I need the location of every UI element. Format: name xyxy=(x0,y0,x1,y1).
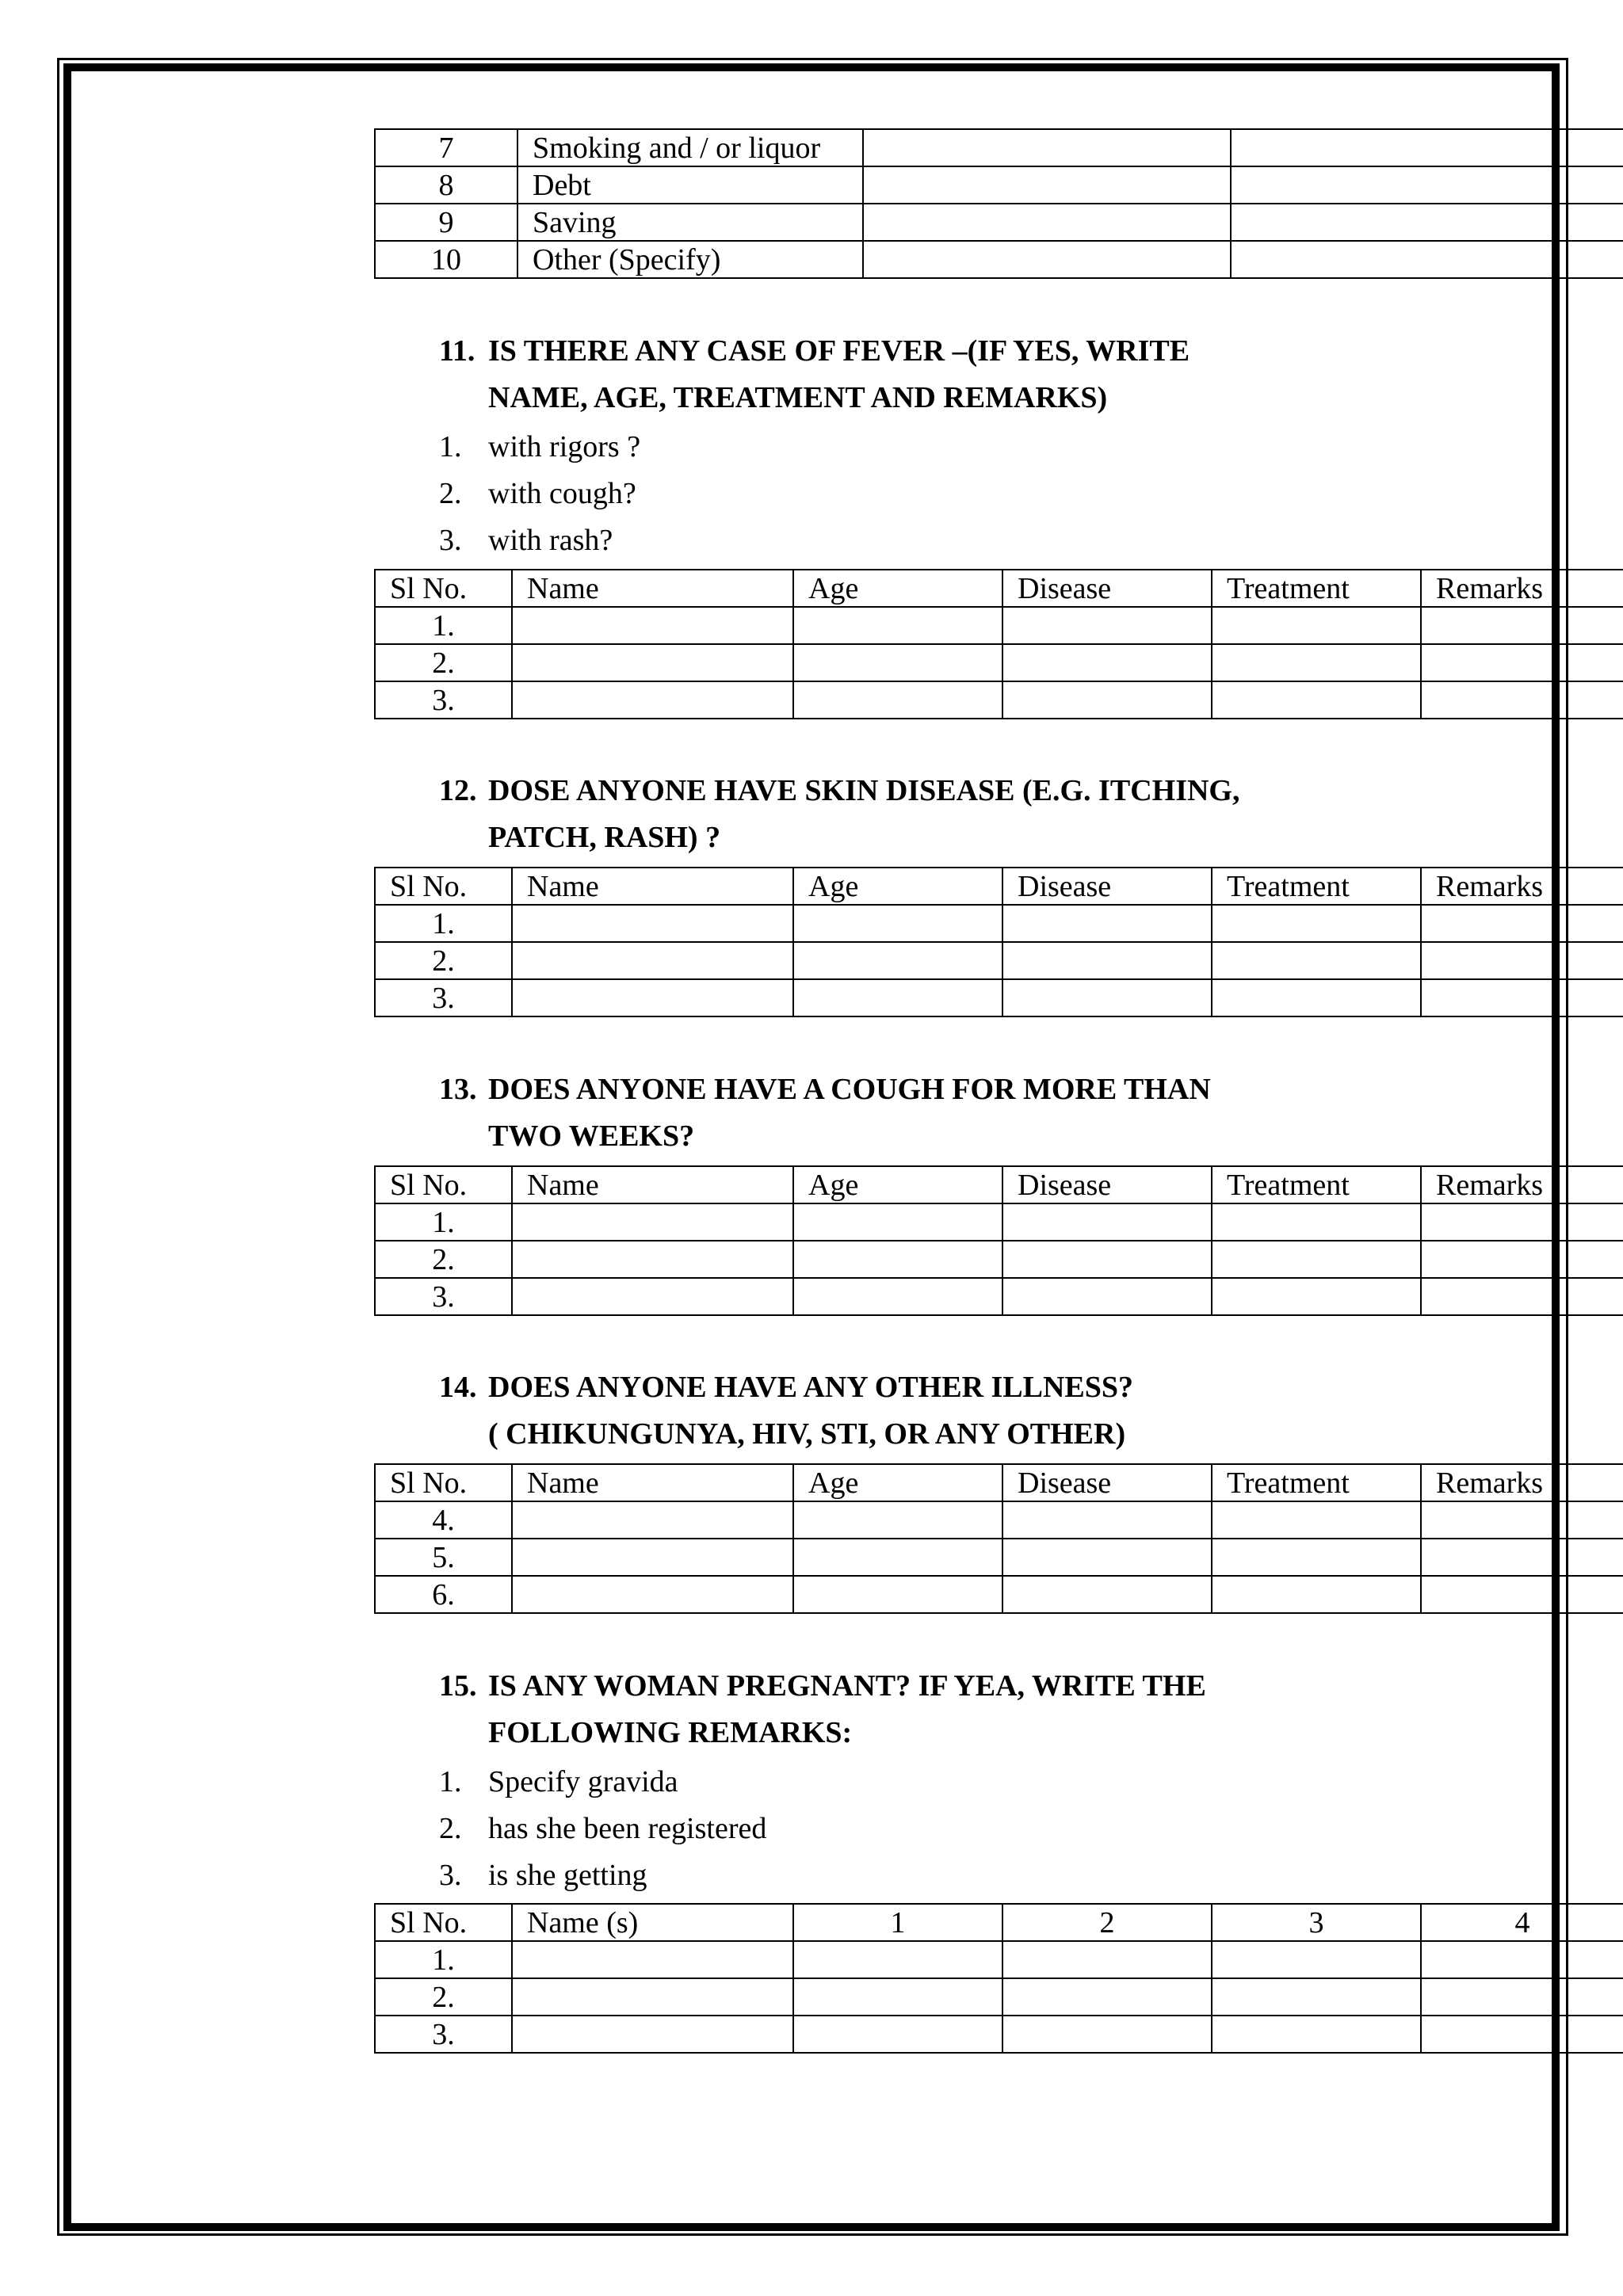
blank-cell[interactable] xyxy=(512,1941,793,1978)
blank-cell[interactable] xyxy=(1212,1978,1421,2016)
blank-cell[interactable] xyxy=(1002,905,1212,942)
table-header-row xyxy=(375,868,1623,905)
blank-cell[interactable] xyxy=(1002,1978,1212,2016)
question-text-line2: FOLLOWING REMARKS: xyxy=(488,1716,853,1749)
blank-cell[interactable] xyxy=(1212,905,1421,942)
question-text-line1: DOSE ANYONE HAVE SKIN DISEASE (E.G. ITCHING, xyxy=(488,774,1240,807)
row-number: 1. xyxy=(375,905,512,942)
row-number: 1. xyxy=(375,607,512,644)
question-text-line2: PATCH, RASH) ? xyxy=(488,821,721,854)
blank-cell[interactable] xyxy=(1002,942,1212,979)
blank-cell[interactable] xyxy=(1212,607,1421,644)
blank-cell[interactable] xyxy=(512,1978,793,2016)
column-header: 4 xyxy=(1421,1904,1623,1941)
blank-cell[interactable] xyxy=(1421,1978,1623,2016)
question-text-line1: IS THERE ANY CASE OF FEVER –(IF YES, WRITE xyxy=(488,334,1190,368)
blank-cell[interactable] xyxy=(1421,905,1623,942)
blank-cell[interactable] xyxy=(1212,2016,1421,2053)
blank-cell[interactable] xyxy=(793,1978,1002,2016)
blank-cell[interactable] xyxy=(512,644,793,681)
column-header: Treatment xyxy=(1212,868,1421,905)
column-header: Remarks xyxy=(1421,570,1623,607)
blank-cell[interactable] xyxy=(1421,644,1623,681)
blank-cell[interactable] xyxy=(1421,1941,1623,1978)
blank-cell[interactable] xyxy=(1002,1501,1212,1539)
question-number: 14. xyxy=(439,1371,477,1404)
blank-cell[interactable] xyxy=(1231,204,1623,241)
row-number: 8 xyxy=(375,166,517,204)
question-text-line2: NAME, AGE, TREATMENT AND REMARKS) xyxy=(488,381,1108,414)
blank-cell[interactable] xyxy=(1421,979,1623,1016)
table-row xyxy=(375,905,1623,942)
column-header: Sl No. xyxy=(375,570,512,607)
blank-cell[interactable] xyxy=(793,942,1002,979)
blank-cell[interactable] xyxy=(1421,942,1623,979)
blank-cell[interactable] xyxy=(1212,1203,1421,1241)
row-number: 10 xyxy=(375,241,517,278)
table-row xyxy=(375,1539,1623,1576)
blank-cell[interactable] xyxy=(512,1539,793,1576)
column-header: Sl No. xyxy=(375,868,512,905)
column-header: Remarks xyxy=(1421,1166,1623,1203)
blank-cell[interactable] xyxy=(1002,644,1212,681)
blank-cell[interactable] xyxy=(793,1501,1002,1539)
row-number: 3. xyxy=(375,1278,512,1315)
blank-cell[interactable] xyxy=(863,241,1231,278)
table-row xyxy=(375,1241,1623,1278)
blank-cell[interactable] xyxy=(793,1539,1002,1576)
blank-cell[interactable] xyxy=(1002,979,1212,1016)
blank-cell[interactable] xyxy=(1231,241,1623,278)
blank-cell[interactable] xyxy=(1212,979,1421,1016)
question-number: 13. xyxy=(439,1073,477,1106)
blank-cell[interactable] xyxy=(793,607,1002,644)
column-header: Disease xyxy=(1002,570,1212,607)
blank-cell[interactable] xyxy=(793,905,1002,942)
blank-cell[interactable] xyxy=(793,1278,1002,1315)
form-page: 7 Smoking and / or liquor 8 Debt 9 Saving 10 Other (Specify) 11. IS THERE ANY CASE OF FEVER –(IF YES, WRITE NAME, AGE, TREATMENT AND REMARKS) 1. with rigors ? 2. with cough? 3. with rash? Sl No. Name Age Disease Treatment Remarks 1. 2. 3. 12. DOSE ANYONE HAVE SKIN DISEASE (E.G. ITCHING, PATCH, RASH) ? Sl No. Name Age Disease Treatment Remarks 1. 2. 3. 13. DOES ANYONE HAVE A COUGH FOR MORE THAN TWO WEEKS? Sl No. Name Age Disease Treatment Remarks 1. 2. 3. 14. DOES ANYONE HAVE ANY OTHER ILLNESS? ( CHIKUNGUNYA, HIV, STI, OR ANY OTHER) Sl No. Name Age Disease Treatment Remarks 4. 5. 6. 15. IS ANY WOMAN PREGNANT? IF YEA, WRITE THE FOLLOWING REMARKS: 1. Specify gravida 2. has she been registered 3. is she getting Sl No. Name (s) 1 2 3 4 1. 2. 3. xyxy=(0,0,1623,2296)
column-header: 3 xyxy=(1212,1904,1421,1941)
blank-cell[interactable] xyxy=(793,681,1002,719)
blank-cell[interactable] xyxy=(1212,681,1421,719)
column-header: 1 xyxy=(793,1904,1002,1941)
table-row xyxy=(375,1278,1623,1315)
question-text-line1: DOES ANYONE HAVE A COUGH FOR MORE THAN xyxy=(488,1073,1211,1106)
table-header-row xyxy=(375,570,1623,607)
expenditure-table xyxy=(374,128,1623,279)
table-header-row xyxy=(375,1166,1623,1203)
blank-cell[interactable] xyxy=(1002,1203,1212,1241)
row-number: 3. xyxy=(375,979,512,1016)
skin-disease-table xyxy=(374,867,1623,1017)
table-row xyxy=(375,129,1623,166)
row-number: 3. xyxy=(375,2016,512,2053)
blank-cell[interactable] xyxy=(1002,681,1212,719)
column-header: Remarks xyxy=(1421,868,1623,905)
column-header: Name xyxy=(512,1166,793,1203)
blank-cell[interactable] xyxy=(863,204,1231,241)
column-header: Treatment xyxy=(1212,1464,1421,1501)
row-number: 5. xyxy=(375,1539,512,1576)
blank-cell[interactable] xyxy=(1002,1539,1212,1576)
blank-cell[interactable] xyxy=(863,166,1231,204)
row-number: 2. xyxy=(375,1978,512,2016)
column-header: Sl No. xyxy=(375,1166,512,1203)
blank-cell[interactable] xyxy=(793,644,1002,681)
row-number: 9 xyxy=(375,204,517,241)
table-row xyxy=(375,241,1623,278)
blank-cell[interactable] xyxy=(1002,1278,1212,1315)
row-number: 2. xyxy=(375,942,512,979)
blank-cell[interactable] xyxy=(512,2016,793,2053)
blank-cell[interactable] xyxy=(1002,2016,1212,2053)
blank-cell[interactable] xyxy=(793,1576,1002,1613)
column-header: Remarks xyxy=(1421,1464,1623,1501)
blank-cell[interactable] xyxy=(793,1941,1002,1978)
blank-cell[interactable] xyxy=(863,129,1231,166)
column-header: Age xyxy=(793,1464,1002,1501)
row-label: Other (Specify) xyxy=(517,241,863,278)
column-header: Age xyxy=(793,868,1002,905)
column-header: Disease xyxy=(1002,1464,1212,1501)
fever-cases-table xyxy=(374,569,1623,719)
row-number: 1. xyxy=(375,1203,512,1241)
blank-cell[interactable] xyxy=(1421,1278,1623,1315)
blank-cell[interactable] xyxy=(512,1278,793,1315)
table-row xyxy=(375,1576,1623,1613)
blank-cell[interactable] xyxy=(1212,1941,1421,1978)
table-row xyxy=(375,204,1623,241)
blank-cell[interactable] xyxy=(512,1501,793,1539)
table-row xyxy=(375,166,1623,204)
question-number: 12. xyxy=(439,774,477,807)
row-label: Debt xyxy=(517,166,863,204)
blank-cell[interactable] xyxy=(512,607,793,644)
column-header: Disease xyxy=(1002,1166,1212,1203)
blank-cell[interactable] xyxy=(793,1203,1002,1241)
blank-cell[interactable] xyxy=(1212,644,1421,681)
blank-cell[interactable] xyxy=(512,1203,793,1241)
column-header: Treatment xyxy=(1212,1166,1421,1203)
table-row xyxy=(375,1978,1623,2016)
column-header: Age xyxy=(793,570,1002,607)
blank-cell[interactable] xyxy=(1421,681,1623,719)
row-label: Smoking and / or liquor xyxy=(517,129,863,166)
table-header-row xyxy=(375,1464,1623,1501)
table-row xyxy=(375,979,1623,1016)
blank-cell[interactable] xyxy=(1212,1278,1421,1315)
question-number: 11. xyxy=(439,334,475,368)
question-text-line1: IS ANY WOMAN PREGNANT? IF YEA, WRITE THE xyxy=(488,1669,1206,1703)
table-row xyxy=(375,1941,1623,1978)
table-row xyxy=(375,607,1623,644)
blank-cell[interactable] xyxy=(1421,1539,1623,1576)
blank-cell[interactable] xyxy=(1002,1241,1212,1278)
question-text-line1: DOES ANYONE HAVE ANY OTHER ILLNESS? xyxy=(488,1371,1134,1404)
blank-cell[interactable] xyxy=(512,681,793,719)
row-number: 2. xyxy=(375,1241,512,1278)
blank-cell[interactable] xyxy=(512,979,793,1016)
other-illness-table xyxy=(374,1463,1623,1614)
column-header: Treatment xyxy=(1212,570,1421,607)
column-header: Name xyxy=(512,1464,793,1501)
column-header: Age xyxy=(793,1166,1002,1203)
column-header: Sl No. xyxy=(375,1904,512,1941)
blank-cell[interactable] xyxy=(1212,1576,1421,1613)
blank-cell[interactable] xyxy=(1231,129,1623,166)
blank-cell[interactable] xyxy=(1002,1941,1212,1978)
column-header: Sl No. xyxy=(375,1464,512,1501)
column-header: 2 xyxy=(1002,1904,1212,1941)
blank-cell[interactable] xyxy=(793,979,1002,1016)
column-header: Name xyxy=(512,868,793,905)
column-header: Name xyxy=(512,570,793,607)
table-row xyxy=(375,681,1623,719)
row-label: Saving xyxy=(517,204,863,241)
row-number: 2. xyxy=(375,644,512,681)
blank-cell[interactable] xyxy=(1212,942,1421,979)
blank-cell[interactable] xyxy=(1212,1539,1421,1576)
blank-cell[interactable] xyxy=(793,1241,1002,1278)
blank-cell[interactable] xyxy=(1212,1501,1421,1539)
cough-table xyxy=(374,1165,1623,1316)
column-header: Disease xyxy=(1002,868,1212,905)
question-number: 15. xyxy=(439,1669,477,1703)
blank-cell[interactable] xyxy=(512,905,793,942)
pregnancy-table xyxy=(374,1903,1623,2054)
row-number: 4. xyxy=(375,1501,512,1539)
blank-cell[interactable] xyxy=(1421,1203,1623,1241)
blank-cell[interactable] xyxy=(1421,1501,1623,1539)
blank-cell[interactable] xyxy=(512,942,793,979)
blank-cell[interactable] xyxy=(793,2016,1002,2053)
blank-cell[interactable] xyxy=(512,1576,793,1613)
blank-cell[interactable] xyxy=(1212,1241,1421,1278)
table-header-row xyxy=(375,1904,1623,1941)
table-row xyxy=(375,1203,1623,1241)
row-number: 1. xyxy=(375,1941,512,1978)
blank-cell[interactable] xyxy=(1421,2016,1623,2053)
blank-cell[interactable] xyxy=(1421,1241,1623,1278)
table-row xyxy=(375,942,1623,979)
table-row xyxy=(375,2016,1623,2053)
blank-cell[interactable] xyxy=(1231,166,1623,204)
row-number: 6. xyxy=(375,1576,512,1613)
blank-cell[interactable] xyxy=(1002,1576,1212,1613)
blank-cell[interactable] xyxy=(512,1241,793,1278)
blank-cell[interactable] xyxy=(1421,607,1623,644)
blank-cell[interactable] xyxy=(1421,1576,1623,1613)
table-row xyxy=(375,1501,1623,1539)
question-text-line2: ( CHIKUNGUNYA, HIV, STI, OR ANY OTHER) xyxy=(488,1417,1126,1451)
blank-cell[interactable] xyxy=(1002,607,1212,644)
table-row xyxy=(375,644,1623,681)
column-header: Name (s) xyxy=(512,1904,793,1941)
row-number: 7 xyxy=(375,129,517,166)
question-text-line2: TWO WEEKS? xyxy=(488,1119,695,1153)
row-number: 3. xyxy=(375,681,512,719)
